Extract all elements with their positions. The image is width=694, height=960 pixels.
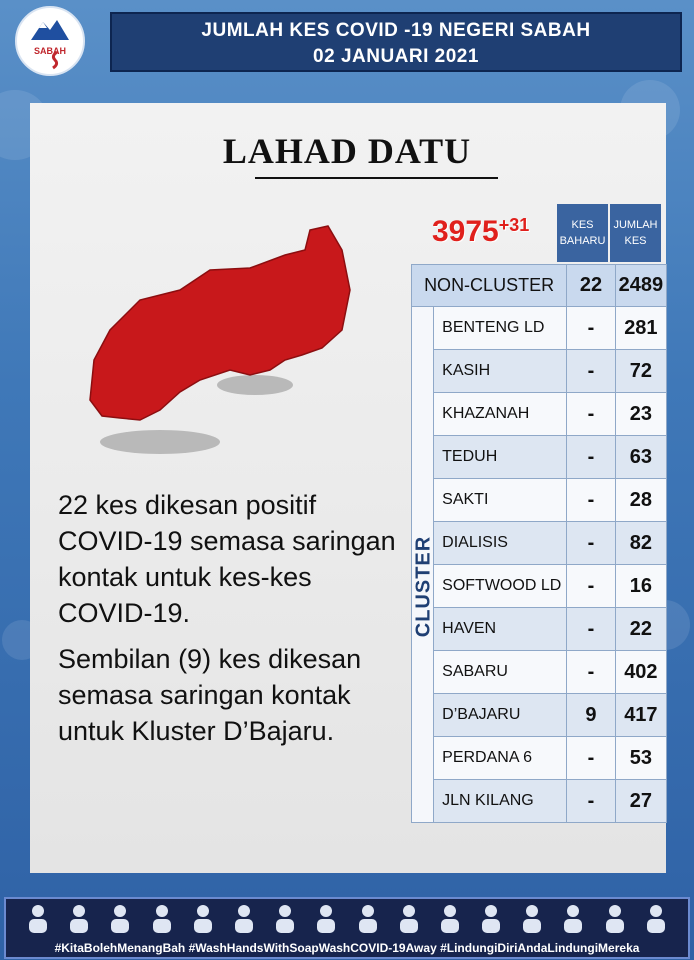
person-icon bbox=[397, 903, 421, 933]
person-icon bbox=[67, 903, 91, 933]
non-cluster-new: 22 bbox=[567, 265, 616, 307]
cluster-new: 9 bbox=[567, 694, 616, 737]
district-map-icon bbox=[80, 220, 360, 460]
cluster-total: 72 bbox=[615, 350, 666, 393]
cases-table bbox=[411, 264, 667, 823]
cluster-label-text: CLUSTER bbox=[412, 535, 435, 638]
total-new: +31 bbox=[498, 215, 530, 235]
non-cluster-label: NON-CLUSTER bbox=[412, 265, 567, 307]
table-row bbox=[412, 737, 667, 780]
person-icon bbox=[108, 903, 132, 933]
total-cases bbox=[432, 215, 529, 249]
footer-banner bbox=[4, 897, 690, 959]
cluster-new: - bbox=[567, 393, 616, 436]
cluster-name: KHAZANAH bbox=[434, 393, 567, 436]
person-icon bbox=[26, 903, 50, 933]
cluster-new: - bbox=[567, 522, 616, 565]
person-icon bbox=[356, 903, 380, 933]
cluster-name: JLN KILANG bbox=[434, 780, 567, 823]
table-row bbox=[412, 393, 667, 436]
cluster-total: 63 bbox=[615, 436, 666, 479]
column-header-new: KES BAHARU bbox=[557, 204, 608, 262]
table-row bbox=[412, 436, 667, 479]
cluster-name: SABARU bbox=[434, 651, 567, 694]
cluster-new: - bbox=[567, 651, 616, 694]
table-row bbox=[412, 350, 667, 393]
description-paragraph-2: Sembilan (9) kes dikesan semasa saringan kontak untuk Kluster D’Bajaru. bbox=[58, 644, 362, 746]
district-map-shape bbox=[90, 226, 350, 420]
cluster-name: BENTENG LD bbox=[434, 307, 567, 350]
cluster-total: 417 bbox=[615, 694, 666, 737]
cluster-name: SOFTWOOD LD bbox=[434, 565, 567, 608]
person-icon bbox=[314, 903, 338, 933]
cluster-total: 16 bbox=[615, 565, 666, 608]
cluster-name: DIALISIS bbox=[434, 522, 567, 565]
cluster-new: - bbox=[567, 479, 616, 522]
cluster-total: 82 bbox=[615, 522, 666, 565]
person-icon bbox=[191, 903, 215, 933]
total-cumulative: 3975 bbox=[432, 215, 499, 248]
cluster-total: 402 bbox=[615, 651, 666, 694]
sabah-logo bbox=[15, 6, 85, 76]
description-paragraph-1: 22 kes dikesan positif COVID-19 semasa saringan kontak untuk kes-kes COVID-19. bbox=[58, 490, 396, 628]
header-date: 02 JANUARI 2021 bbox=[313, 46, 479, 67]
person-icon bbox=[561, 903, 585, 933]
footer-hashtags: #KitaBolehMenangBah #WashHandsWithSoapWashCOVID-19Away #LindungiDiriAndaLindungiMereka bbox=[54, 941, 640, 955]
case-description bbox=[58, 487, 408, 759]
cluster-total: 281 bbox=[615, 307, 666, 350]
logo-label: SABAH bbox=[33, 46, 66, 56]
cluster-new: - bbox=[567, 565, 616, 608]
cluster-new: - bbox=[567, 780, 616, 823]
title-underline bbox=[255, 177, 498, 179]
cluster-name: HAVEN bbox=[434, 608, 567, 651]
cluster-name: PERDANA 6 bbox=[434, 737, 567, 780]
cluster-new: - bbox=[567, 608, 616, 651]
people-illustration bbox=[26, 903, 668, 933]
person-icon bbox=[150, 903, 174, 933]
person-icon bbox=[438, 903, 462, 933]
district-title: LAHAD DATU bbox=[222, 131, 472, 171]
cluster-name: KASIH bbox=[434, 350, 567, 393]
sabah-logo-icon bbox=[17, 8, 83, 74]
cluster-new: - bbox=[567, 350, 616, 393]
person-icon bbox=[479, 903, 503, 933]
cluster-name: SAKTI bbox=[434, 479, 567, 522]
table-row bbox=[412, 307, 667, 350]
person-icon bbox=[273, 903, 297, 933]
table-row bbox=[412, 479, 667, 522]
table-row bbox=[412, 651, 667, 694]
person-icon bbox=[520, 903, 544, 933]
table-row bbox=[412, 780, 667, 823]
cluster-new: - bbox=[567, 307, 616, 350]
person-icon bbox=[603, 903, 627, 933]
cluster-name: TEDUH bbox=[434, 436, 567, 479]
cluster-total: 28 bbox=[615, 479, 666, 522]
cluster-new: - bbox=[567, 737, 616, 780]
column-header-total: JUMLAH KES bbox=[610, 204, 661, 262]
table-row-non-cluster bbox=[412, 265, 667, 307]
table-row bbox=[412, 694, 667, 737]
cluster-total: 23 bbox=[615, 393, 666, 436]
cluster-name: D’BAJARU bbox=[434, 694, 567, 737]
table-row bbox=[412, 608, 667, 651]
person-icon bbox=[232, 903, 256, 933]
cluster-total: 53 bbox=[615, 737, 666, 780]
cluster-total: 27 bbox=[615, 780, 666, 823]
header-banner bbox=[110, 12, 682, 72]
header-title: JUMLAH KES COVID -19 NEGERI SABAH bbox=[201, 20, 591, 41]
table-row bbox=[412, 565, 667, 608]
cluster-new: - bbox=[567, 436, 616, 479]
table-row bbox=[412, 522, 667, 565]
cluster-group-label bbox=[409, 520, 439, 660]
non-cluster-total: 2489 bbox=[615, 265, 666, 307]
person-icon bbox=[644, 903, 668, 933]
cluster-total: 22 bbox=[615, 608, 666, 651]
